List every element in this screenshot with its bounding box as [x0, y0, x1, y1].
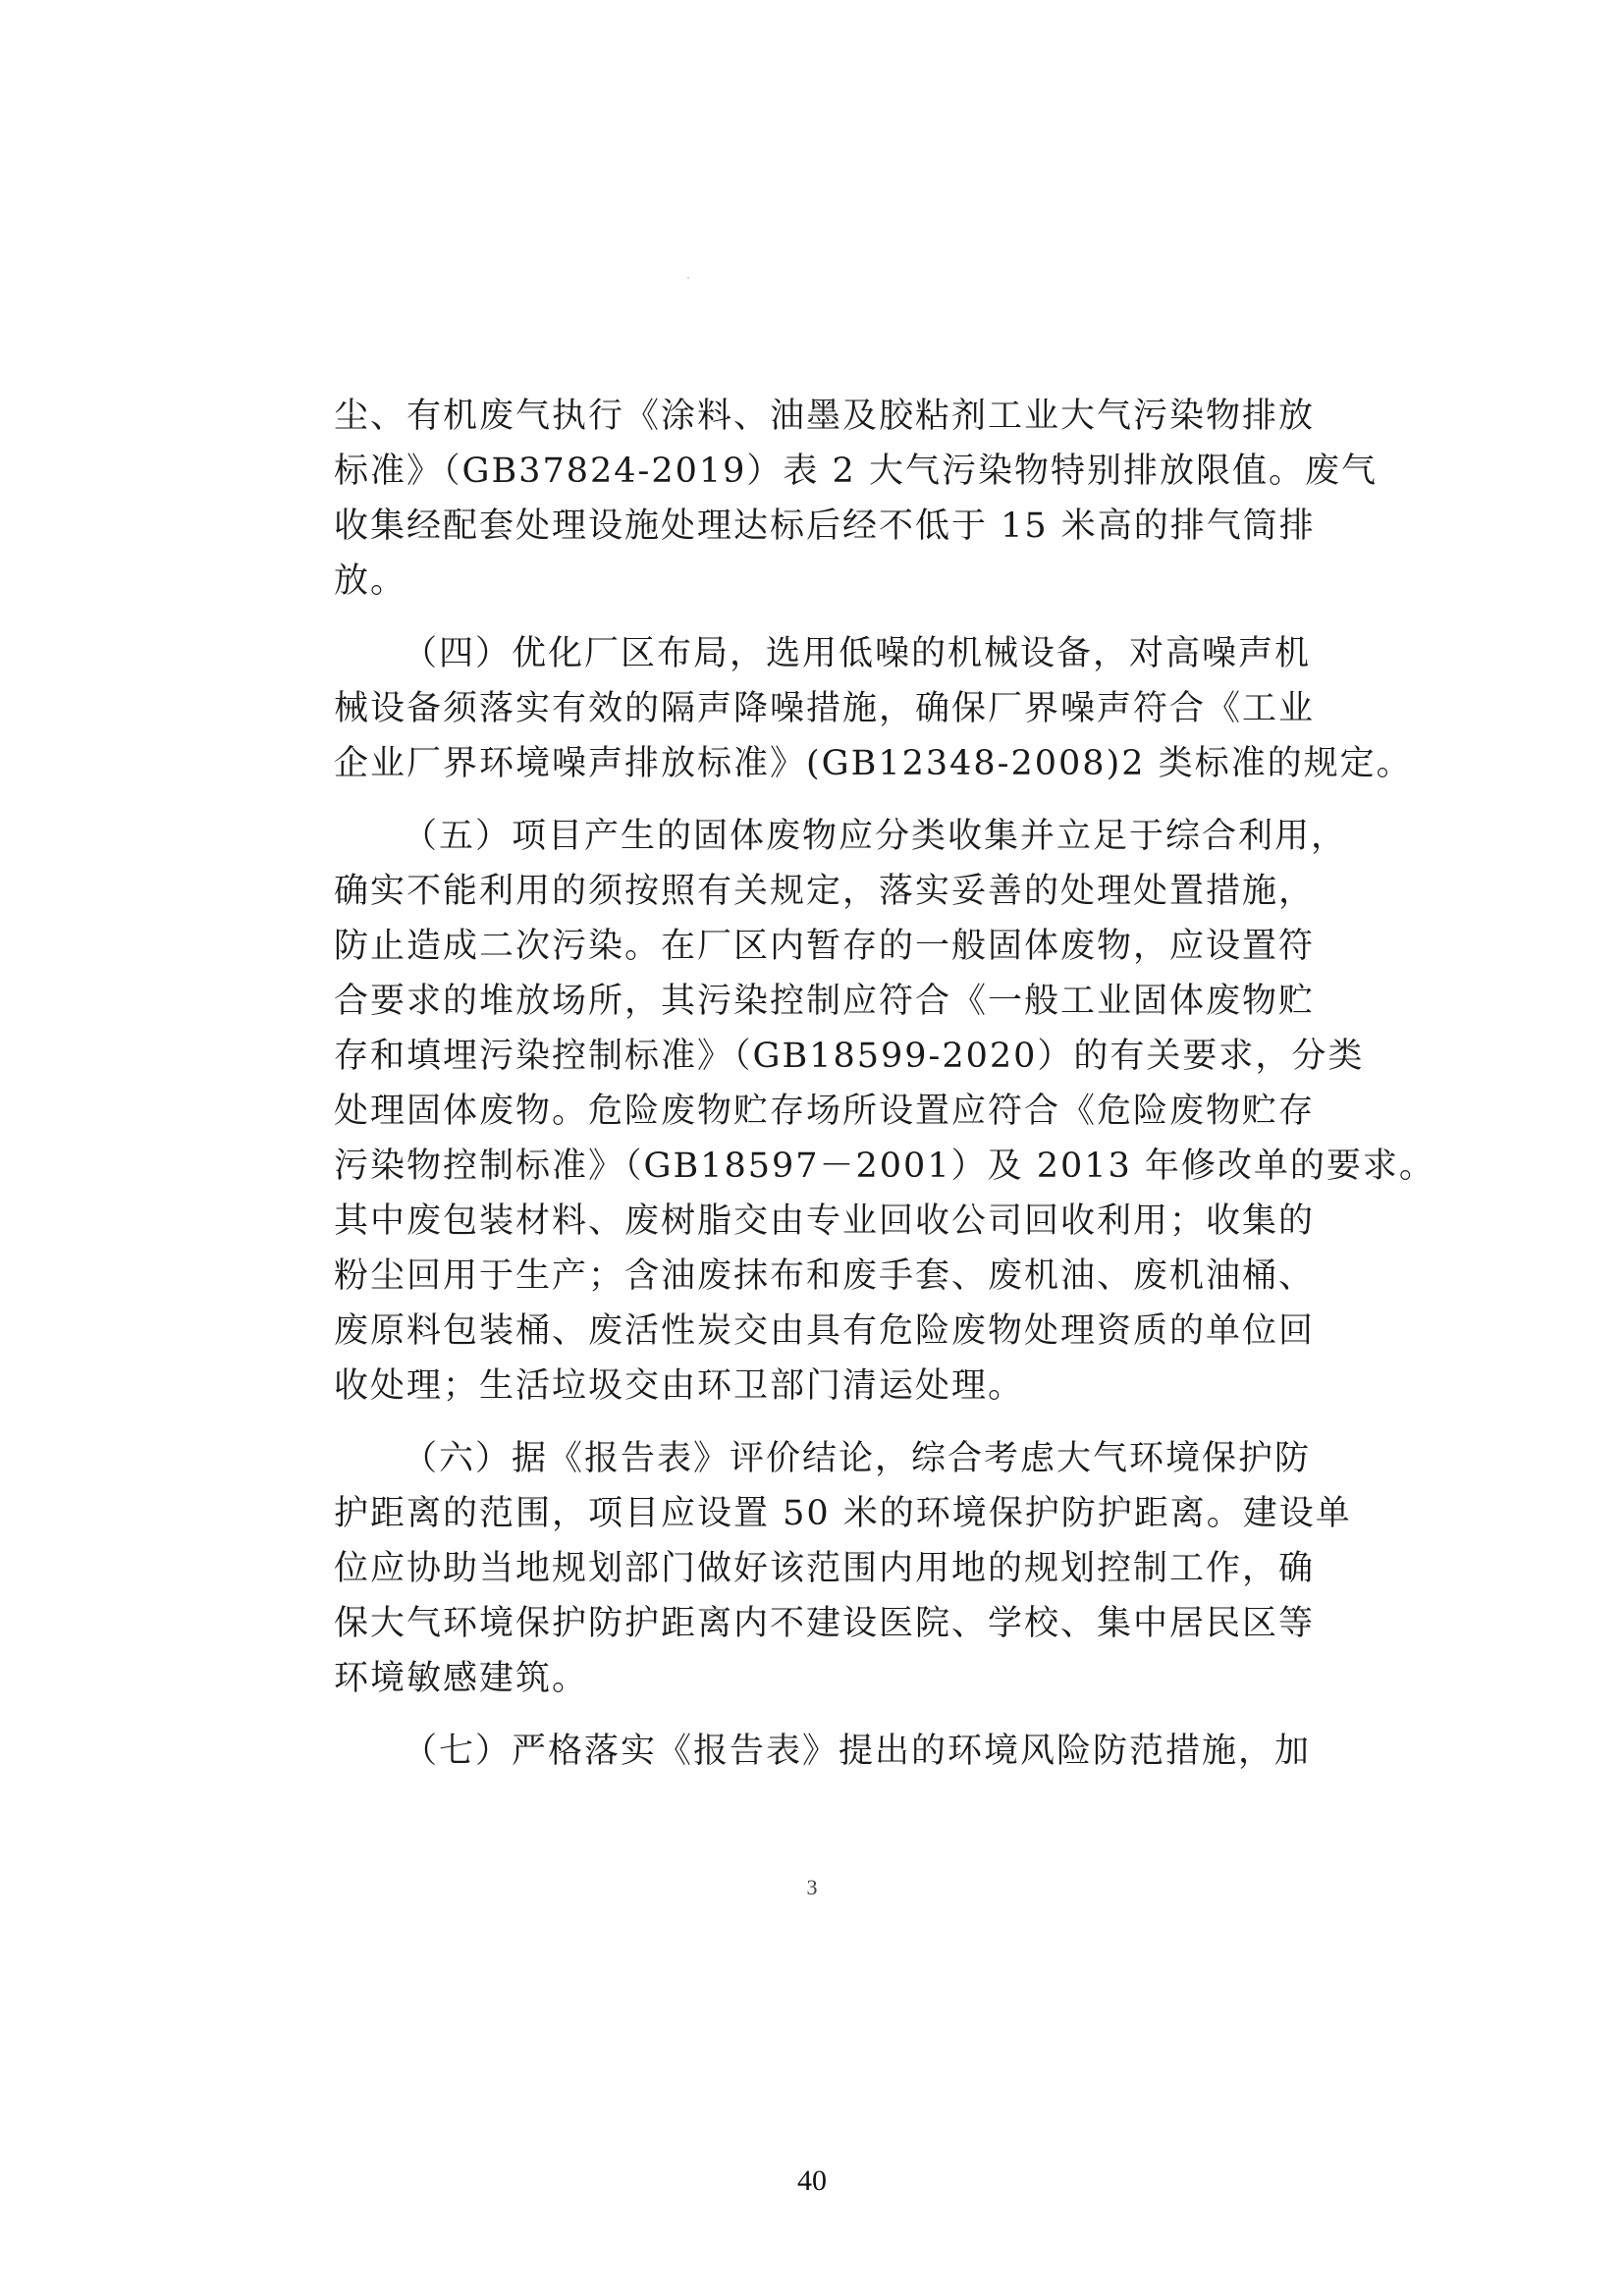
body-line: 确实不能利用的须按照有关规定，落实妥善的处理处置措施，	[334, 872, 1316, 911]
body-line: 合要求的堆放场所，其污染控制应符合《一般工业固体废物贮	[334, 982, 1316, 1021]
scan-speck	[687, 277, 689, 279]
body-line: 保大气环境保护防护距离内不建设医院、学校、集中居民区等	[334, 1604, 1316, 1643]
body-line: 尘、有机废气执行《涂料、油墨及胶粘剂工业大气污染物排放	[334, 397, 1316, 436]
body-line: 环境敏感建筑。	[334, 1659, 589, 1698]
body-line: 放。	[334, 561, 407, 601]
body-line: 企业厂界环境噪声排放标准》(GB12348-2008)2 类标准的规定。	[334, 744, 1413, 783]
body-line: 收处理；生活垃圾交由环卫部门清运处理。	[334, 1366, 1025, 1406]
paragraph-5-line: （五）项目产生的固体废物应分类收集并立足于综合利用，	[403, 817, 1348, 856]
body-line: 收集经配套处理设施处理达标后经不低于 15 米高的排气筒排	[334, 507, 1316, 546]
outer-page-number: 40	[797, 2164, 827, 2197]
inner-page-number: 3	[806, 1875, 818, 1899]
body-line: 位应协助当地规划部门做好该范围内用地的规划控制工作，确	[334, 1549, 1316, 1588]
body-line: 械设备须落实有效的隔声降噪措施，确保厂界噪声符合《工业	[334, 689, 1316, 728]
body-line: 其中废包装材料、废树脂交由专业回收公司回收利用；收集的	[334, 1201, 1316, 1241]
body-line: 污染物控制标准》（GB18597－2001）及 2013 年修改单的要求。	[334, 1147, 1435, 1186]
paragraph-6-line: （六）据《报告表》评价结论，综合考虑大气环境保护防	[403, 1439, 1312, 1478]
body-line: 废原料包装桶、废活性炭交由具有危险废物处理资质的单位回	[334, 1311, 1316, 1351]
body-line: 护距离的范围，项目应设置 50 米的环境保护防护距离。建设单	[334, 1494, 1352, 1533]
body-line: 标准》（GB37824-2019）表 2 大气污染物特别排放限值。废气	[334, 452, 1378, 491]
paragraph-7-line: （七）严格落实《报告表》提出的环境风险防范措施，加	[403, 1732, 1312, 1771]
body-line: 粉尘回用于生产；含油废抹布和废手套、废机油、废机油桶、	[334, 1256, 1316, 1296]
body-line: 处理固体废物。危险废物贮存场所设置应符合《危险废物贮存	[334, 1092, 1316, 1131]
body-line: 存和填埋污染控制标准》（GB18599-2020）的有关要求，分类	[334, 1037, 1365, 1076]
paragraph-4-line: （四）优化厂区布局，选用低噪的机械设备，对高噪声机	[403, 634, 1312, 673]
body-line: 防止造成二次污染。在厂区内暂存的一般固体废物，应设置符	[334, 927, 1316, 966]
